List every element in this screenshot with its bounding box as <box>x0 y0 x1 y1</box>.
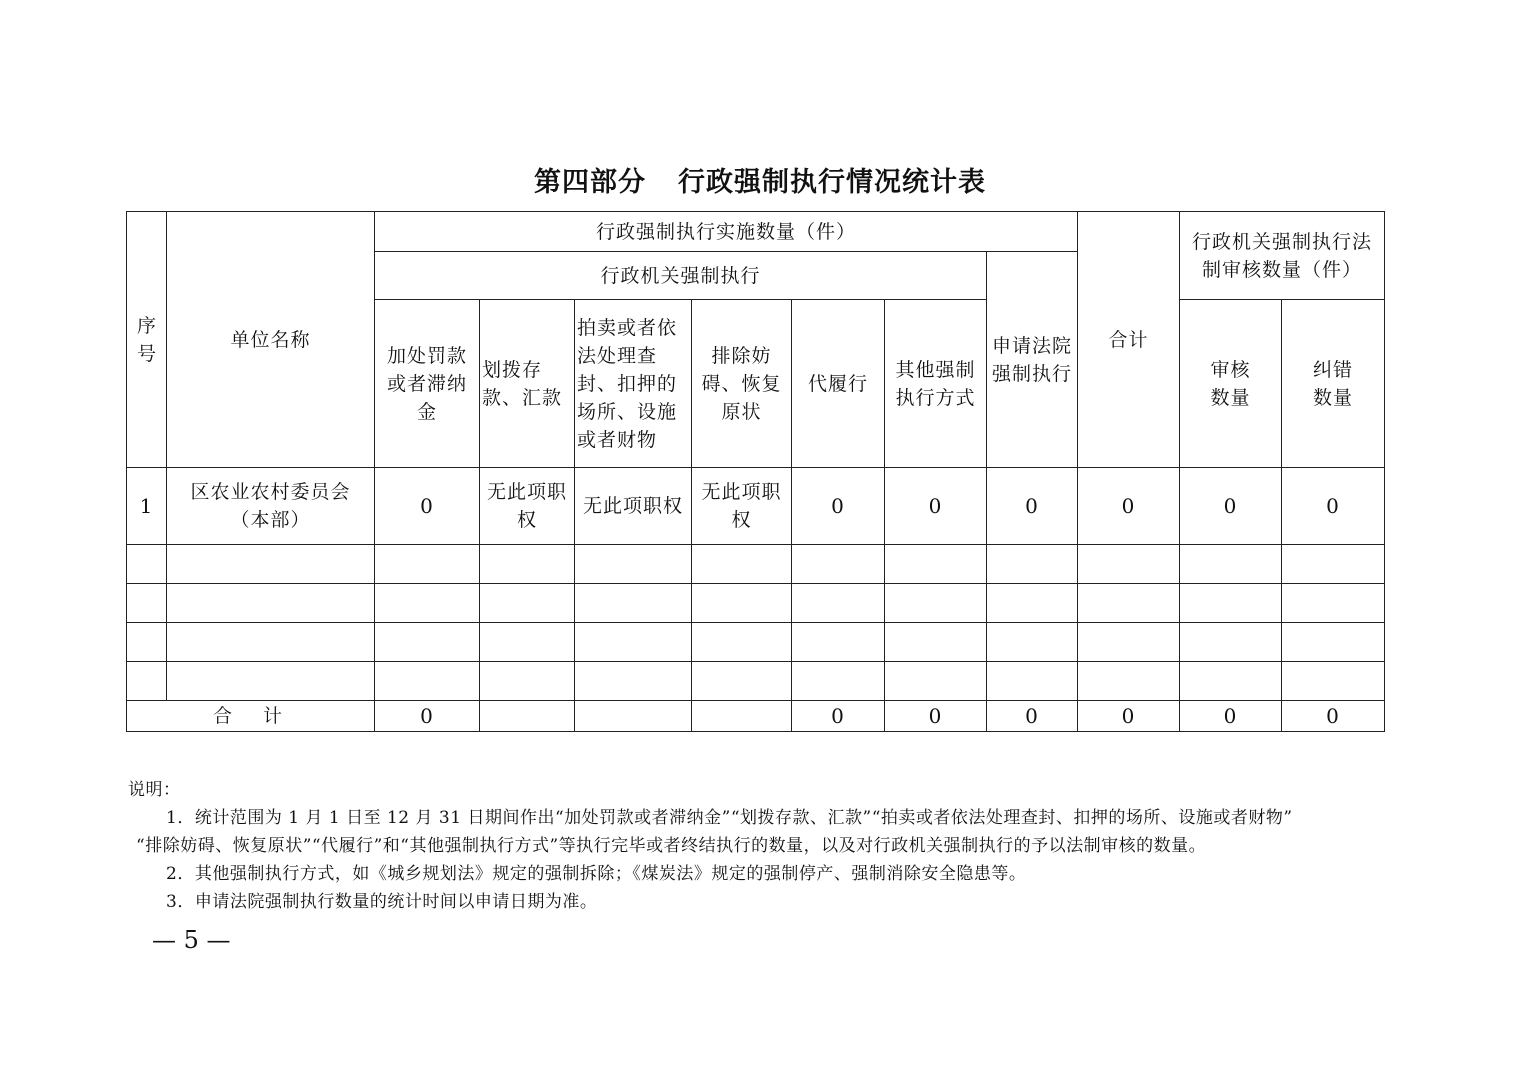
total-transfer <box>480 701 575 732</box>
header-other: 其他强制执行方式 <box>885 300 987 468</box>
header-correct: 纠错数量 <box>1282 300 1385 468</box>
cell-transfer: 无此项职权 <box>480 468 575 545</box>
total-row <box>127 701 1385 732</box>
header-penalty: 加处罚款或者滞纳金 <box>375 300 480 468</box>
total-remove <box>692 701 792 732</box>
cell-other: 0 <box>885 468 987 545</box>
cell-auction: 无此项职权 <box>575 468 692 545</box>
header-seq: 序号 <box>127 212 167 468</box>
total-penalty: 0 <box>375 701 480 732</box>
note-item: 1．统计范围为 1 月 1 日至 12 月 31 日期间作出“加处罚款或者滞纳金”“划拨存款、汇款”“拍卖或者依法处理查封、扣押的场所、设施或者财物” <box>166 808 1293 828</box>
cell-seq: 1 <box>127 468 167 545</box>
empty-row <box>127 662 1385 701</box>
header-row-1 <box>127 212 1385 252</box>
empty-row <box>127 545 1385 584</box>
header-substitute: 代履行 <box>792 300 885 468</box>
cell-total: 0 <box>1078 468 1180 545</box>
cell-substitute: 0 <box>792 468 885 545</box>
header-impl-count: 行政强制执行实施数量（件） <box>375 212 1078 252</box>
page-title <box>0 160 1520 199</box>
header-court: 申请法院强制执行 <box>987 252 1078 468</box>
header-remove: 排除妨碍、恢复原状 <box>692 300 792 468</box>
total-total: 0 <box>1078 701 1180 732</box>
note-item: 2．其他强制执行方式，如《城乡规划法》规定的强制拆除；《煤炭法》规定的强制停产、强制消除安全隐患等。 <box>166 864 1027 884</box>
cell-correct: 0 <box>1282 468 1385 545</box>
header-unit-name: 单位名称 <box>167 212 375 468</box>
cell-audit: 0 <box>1180 468 1282 545</box>
total-audit: 0 <box>1180 701 1282 732</box>
cell-court: 0 <box>987 468 1078 545</box>
header-total: 合计 <box>1078 212 1180 468</box>
total-auction <box>575 701 692 732</box>
header-auction: 拍卖或者依法处理查封、扣押的场所、设施或者财物 <box>575 300 692 468</box>
total-label: 合 计 <box>127 701 375 732</box>
notes <box>128 776 1398 916</box>
note-item: 3．申请法院强制执行数量的统计时间以申请日期为准。 <box>166 892 598 912</box>
statistics-table <box>126 211 1385 732</box>
header-transfer: 划拨存款、汇款 <box>480 300 575 468</box>
total-court: 0 <box>987 701 1078 732</box>
cell-penalty: 0 <box>375 468 480 545</box>
cell-remove: 无此项职权 <box>692 468 792 545</box>
header-agency-exec: 行政机关强制执行 <box>375 252 987 300</box>
notes-label: 说明： <box>128 780 181 800</box>
title-name: 行政强制执行情况统计表 <box>678 167 986 198</box>
header-audit: 审核数量 <box>1180 300 1282 468</box>
header-review: 行政机关强制执行法制审核数量（件） <box>1180 212 1385 300</box>
page-number: — 5 — <box>152 926 231 954</box>
empty-row <box>127 584 1385 623</box>
total-substitute: 0 <box>792 701 885 732</box>
empty-row <box>127 623 1385 662</box>
total-other: 0 <box>885 701 987 732</box>
title-part: 第四部分 <box>534 167 646 198</box>
table-row <box>127 468 1385 545</box>
cell-unit: 区农业农村委员会（本部） <box>167 468 375 545</box>
note-item: “排除妨碍、恢复原状”“代履行”和“其他强制执行方式”等执行完毕或者终结执行的数量，以及对行政机关强制执行的予以法制审核的数量。 <box>136 836 1207 856</box>
total-correct: 0 <box>1282 701 1385 732</box>
